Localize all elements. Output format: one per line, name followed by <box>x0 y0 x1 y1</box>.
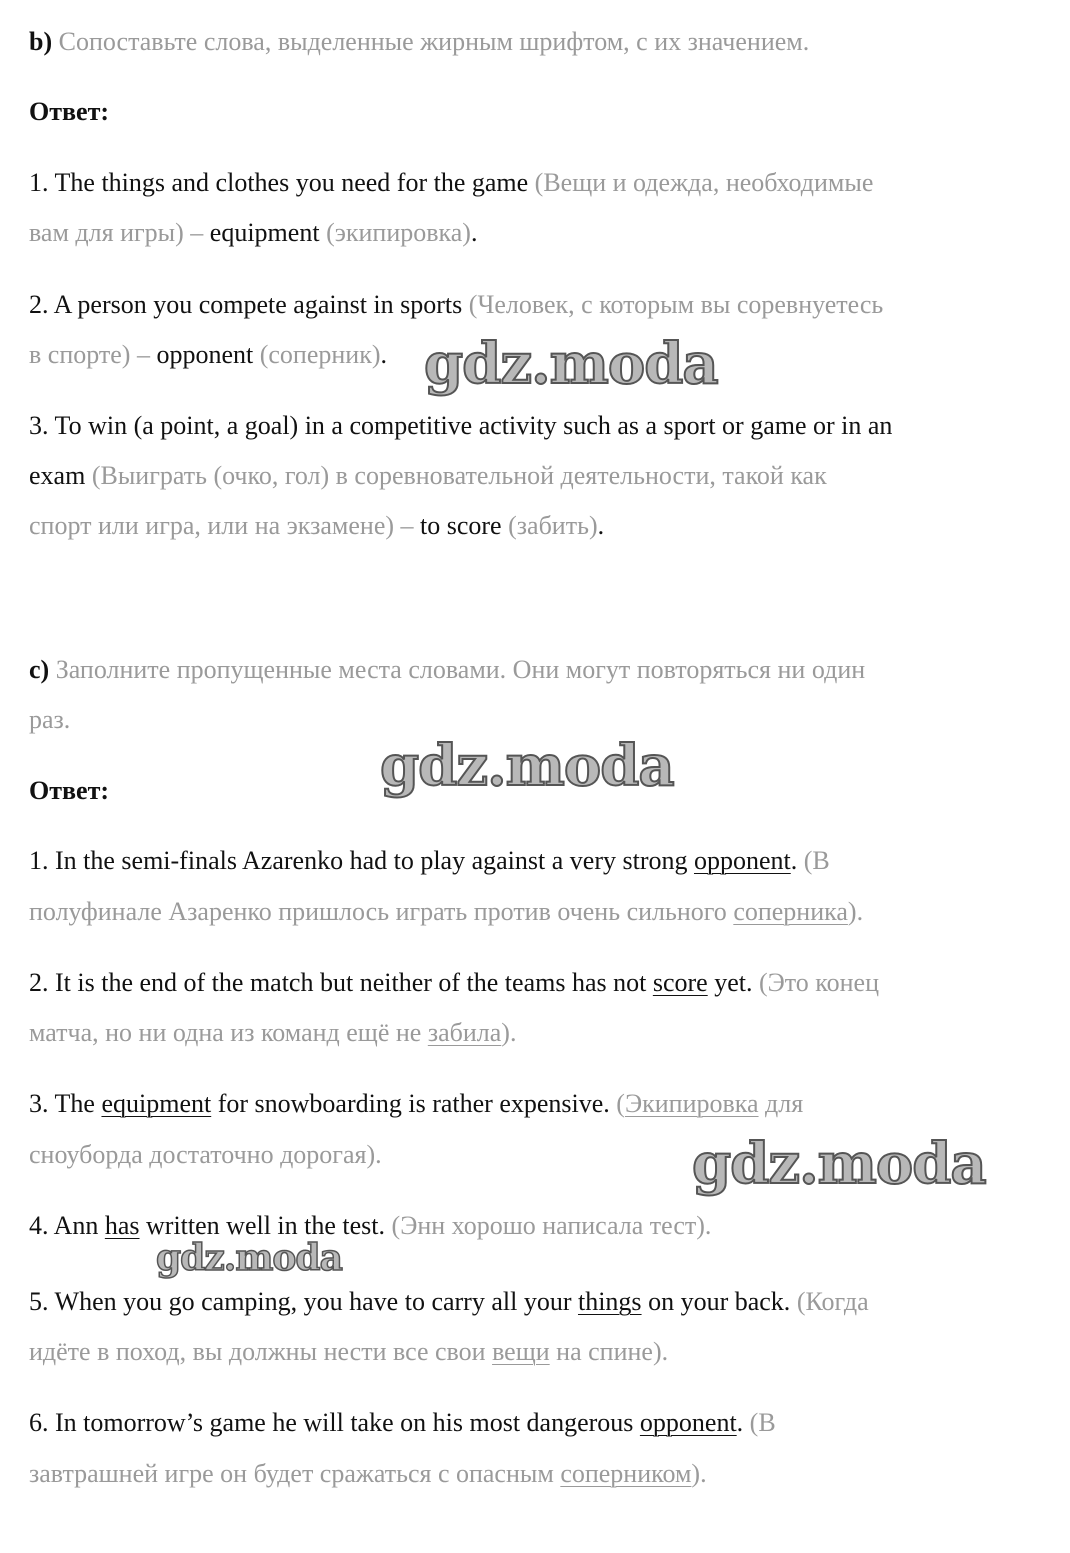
section-c-label: c) <box>29 655 50 684</box>
translation-word: соперника <box>733 897 848 926</box>
watermark-logo: gdz.moda <box>692 1131 986 1197</box>
section-b-label: b) <box>29 27 53 56</box>
c-item-1-line-1: 1. In the semi-finals Azarenko had to play against a very strong opponent. (В <box>29 846 830 875</box>
answer-word: score <box>652 968 708 997</box>
b-item-3-line-3: спорт или игра, или на экзамене) – to score (забить). <box>29 511 605 540</box>
answer-word: opponent <box>693 846 791 875</box>
answer-word: has <box>104 1211 140 1240</box>
translation-word: вещи <box>492 1337 550 1366</box>
watermark-logo: gdz.moda <box>380 733 674 799</box>
answer-word: opponent <box>639 1408 737 1437</box>
section-b-answer-heading: Ответ: <box>29 97 110 126</box>
b-item-3-line-1: 3. To win (a point, a goal) in a competitive activity such as a sport or game or in an <box>29 411 893 440</box>
b-item-3-line-2: exam (Выиграть (очко, гол) в соревновательной деятельности, такой как <box>29 461 827 490</box>
answer-word: equipment <box>101 1089 212 1118</box>
translation-word: забила <box>427 1018 502 1047</box>
c-item-3-line-1: 3. The equipment for snowboarding is rather expensive. (Экипировка для <box>29 1089 804 1118</box>
c-item-2-line-2: матча, но ни одна из команд ещё не забила). <box>29 1018 517 1047</box>
watermark-logo: gdz.moda <box>156 1237 342 1279</box>
c-item-5-line-2: идёте в поход, вы должны нести все свои вещи на спине). <box>29 1337 669 1366</box>
c-item-3-line-2: сноуборда достаточно дорогая). <box>29 1140 382 1169</box>
section-c-instruction <box>29 655 865 685</box>
answer-word: things <box>577 1287 642 1316</box>
section-c-instruction-text: Заполните пропущенные места словами. Они могут повторяться ни один <box>55 655 866 684</box>
section-b-instruction-text: Сопоставьте слова, выделенные жирным шрифтом, с их значением. <box>58 27 810 56</box>
c-item-2-line-1: 2. It is the end of the match but neither of the teams has not score yet. (Это конец <box>29 968 879 997</box>
b-item-1-line-2: вам для игры) – equipment (экипировка). <box>29 218 478 247</box>
c-item-6-line-2: завтрашней игре он будет сражаться с опасным соперником). <box>29 1459 707 1488</box>
section-c-instruction-line-2: раз. <box>29 705 71 734</box>
b-item-2-line-2: в спорте) – opponent (соперник). <box>29 340 387 369</box>
section-c-answer-heading: Ответ: <box>29 776 110 805</box>
b-item-1-line-1: 1. The things and clothes you need for the game (Вещи и одежда, необходимые <box>29 168 874 197</box>
watermark-logo: gdz.moda <box>424 331 718 397</box>
c-item-5-line-1: 5. When you go camping, you have to carry all your things on your back. (Когда <box>29 1287 869 1316</box>
section-b-instruction <box>29 27 809 57</box>
translation-word: соперником <box>560 1459 692 1488</box>
c-item-1-line-2: полуфинале Азаренко пришлось играть против очень сильного соперника). <box>29 897 864 926</box>
c-item-6-line-1: 6. In tomorrow’s game he will take on his most dangerous opponent. (В <box>29 1408 776 1437</box>
b-item-2-line-1: 2. A person you compete against in sports (Человек, с которым вы соревнуетесь <box>29 290 884 319</box>
c-item-4-line-1: 4. Ann has written well in the test. (Энн хорошо написала тест). <box>29 1211 712 1240</box>
translation-word: Экипировка <box>624 1089 759 1118</box>
